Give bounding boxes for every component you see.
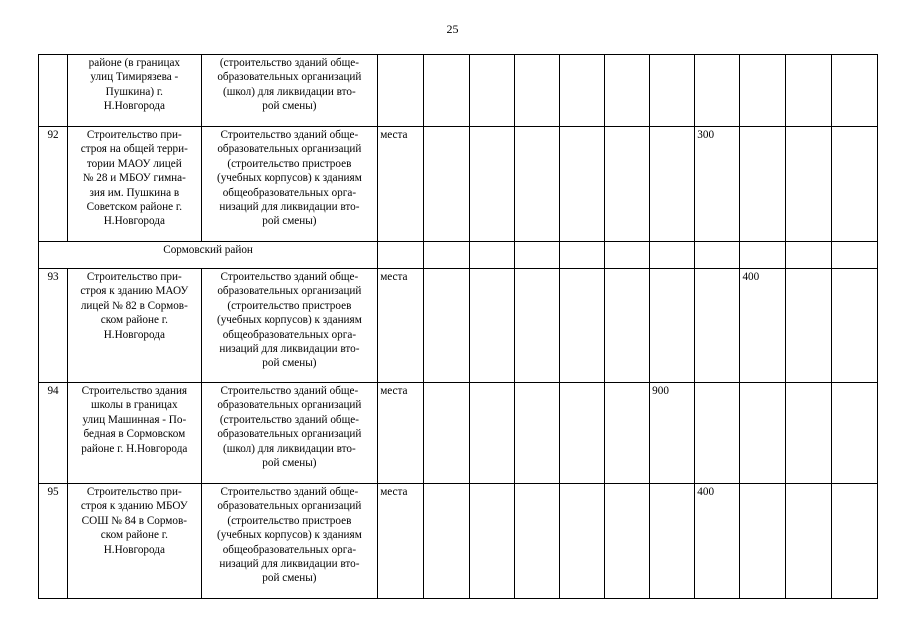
direction-cell xyxy=(201,383,378,484)
table-row xyxy=(39,383,878,484)
value-cell xyxy=(514,55,559,127)
text-line: ском районе г. xyxy=(100,529,168,542)
direction-cell xyxy=(201,127,378,242)
text-line: Н.Новгорода xyxy=(103,328,165,341)
value-cell xyxy=(831,484,877,599)
value-cell xyxy=(514,127,559,242)
value-cell xyxy=(740,127,785,242)
text-line: улиц Машинная - По- xyxy=(82,413,187,426)
text-line: Н.Новгорода xyxy=(103,215,165,228)
district-header: Сормовский район xyxy=(39,242,378,269)
value-cell xyxy=(469,383,514,484)
text-line: № 28 и МБОУ гимна- xyxy=(82,172,186,185)
text-line: строя к зданию МАОУ xyxy=(80,285,189,298)
text-line: тории МАОУ лицей xyxy=(86,157,182,170)
value-cell xyxy=(514,383,559,484)
text-line: Строительство зданий обще- xyxy=(220,486,359,498)
value-cell xyxy=(650,127,695,242)
value-cell xyxy=(831,383,877,484)
text-line: (строительство пристроев xyxy=(227,157,352,170)
value-cell xyxy=(604,383,649,484)
row-number-cell: 93 xyxy=(39,269,68,383)
text-line: рой смены) xyxy=(262,572,317,585)
row-number-cell xyxy=(39,55,68,127)
text-line: образовательных организаций xyxy=(217,399,362,412)
text-line: бедная в Сормовском xyxy=(83,428,186,441)
text-line: Строительство зданий обще- xyxy=(220,385,359,397)
text-line: Пушкина) г. xyxy=(105,85,163,98)
value-cell xyxy=(831,127,877,242)
unit-cell: места xyxy=(378,269,424,383)
value-cell xyxy=(469,484,514,599)
value-cell xyxy=(785,383,831,484)
text-line: (учебных корпусов) к зданиям xyxy=(216,314,362,327)
value-cell xyxy=(740,55,785,127)
value-cell xyxy=(695,269,740,383)
value-cell: 400 xyxy=(740,269,785,383)
text-line: Н.Новгорода xyxy=(103,100,165,113)
text-line: Строительство здания xyxy=(81,385,188,397)
value-cell xyxy=(514,269,559,383)
value-cell xyxy=(424,55,469,127)
text-line: Строительство зданий обще- xyxy=(220,271,359,283)
value-cell xyxy=(785,242,831,269)
unit-cell: места xyxy=(378,127,424,242)
unit-cell xyxy=(378,55,424,127)
value-cell: 400 xyxy=(695,484,740,599)
text-line: (строительство пристроев xyxy=(227,514,352,527)
text-line: строя на общей терри- xyxy=(80,143,188,156)
text-line: районе (в границах xyxy=(88,57,181,69)
value-cell xyxy=(650,55,695,127)
value-cell: 900 xyxy=(650,383,695,484)
value-cell xyxy=(604,127,649,242)
unit-cell: места xyxy=(378,484,424,599)
value-cell xyxy=(604,269,649,383)
table-row xyxy=(39,127,878,242)
text-line: рой смены) xyxy=(262,100,317,113)
value-cell xyxy=(559,55,604,127)
text-line: общеобразовательных орга- xyxy=(222,543,357,556)
value-cell xyxy=(785,269,831,383)
value-cell xyxy=(740,383,785,484)
text-line: рой смены) xyxy=(262,357,317,370)
value-cell xyxy=(559,484,604,599)
value-cell xyxy=(831,55,877,127)
value-cell xyxy=(785,484,831,599)
value-cell xyxy=(469,242,514,269)
text-line: лицей № 82 в Сормов- xyxy=(80,299,188,312)
text-line: (учебных корпусов) к зданиям xyxy=(216,529,362,542)
unit-cell: места xyxy=(378,383,424,484)
value-cell xyxy=(650,269,695,383)
text-line: низаций для ликвидации вто- xyxy=(219,201,360,214)
value-cell xyxy=(695,242,740,269)
text-line: (строительство зданий обще- xyxy=(219,57,359,69)
value-cell xyxy=(695,55,740,127)
text-line: строя к зданию МБОУ xyxy=(80,500,188,513)
text-line: (школ) для ликвидации вто- xyxy=(223,442,356,455)
value-cell xyxy=(650,484,695,599)
object-cell xyxy=(68,383,201,484)
text-line: образовательных организаций xyxy=(217,500,362,513)
text-line: общеобразовательных орга- xyxy=(222,186,357,199)
text-line: (строительство пристроев xyxy=(227,299,352,312)
text-line: Советском районе г. xyxy=(86,201,183,214)
text-line: низаций для ликвидации вто- xyxy=(219,558,360,571)
value-cell xyxy=(559,242,604,269)
text-line: Строительство при- xyxy=(86,129,182,141)
value-cell xyxy=(604,484,649,599)
text-line: низаций для ликвидации вто- xyxy=(219,343,360,356)
row-number-cell: 95 xyxy=(39,484,68,599)
text-line: Строительство зданий обще- xyxy=(220,129,359,141)
unit-cell xyxy=(378,242,424,269)
value-cell xyxy=(650,242,695,269)
value-cell xyxy=(514,484,559,599)
object-cell xyxy=(68,269,201,383)
district-row xyxy=(39,242,878,269)
text-line: общеобразовательных орга- xyxy=(222,328,357,341)
text-line: Н.Новгорода xyxy=(103,543,165,556)
value-cell xyxy=(469,127,514,242)
text-line: зия им. Пушкина в xyxy=(89,186,180,199)
value-cell xyxy=(424,269,469,383)
text-line: образовательных организаций xyxy=(217,285,362,298)
value-cell xyxy=(424,242,469,269)
value-cell xyxy=(424,484,469,599)
value-cell xyxy=(831,269,877,383)
direction-cell xyxy=(201,55,378,127)
text-line: Строительство при- xyxy=(86,271,182,283)
value-cell xyxy=(559,269,604,383)
direction-cell xyxy=(201,484,378,599)
value-cell xyxy=(604,55,649,127)
page-number: 25 xyxy=(446,22,459,36)
table-row xyxy=(39,484,878,599)
text-line: районе г. Н.Новгорода xyxy=(81,442,188,455)
value-cell xyxy=(785,127,831,242)
value-cell xyxy=(469,55,514,127)
value-cell xyxy=(424,127,469,242)
object-cell xyxy=(68,55,201,127)
text-line: (учебных корпусов) к зданиям xyxy=(216,172,362,185)
row-number-cell: 94 xyxy=(39,383,68,484)
text-line: школы в границах xyxy=(91,399,178,412)
text-line: рой смены) xyxy=(262,457,317,470)
text-line: СОШ № 84 в Сормов- xyxy=(81,514,187,527)
object-cell xyxy=(68,484,201,599)
text-line: ском районе г. xyxy=(100,314,168,327)
value-cell xyxy=(559,127,604,242)
program-table xyxy=(38,54,878,599)
table-row xyxy=(39,55,878,127)
text-line: рой смены) xyxy=(262,215,317,228)
value-cell xyxy=(740,484,785,599)
value-cell xyxy=(785,55,831,127)
text-line: (строительство зданий обще- xyxy=(219,413,359,426)
text-line: (школ) для ликвидации вто- xyxy=(223,85,356,98)
direction-cell xyxy=(201,269,378,383)
value-cell: 300 xyxy=(695,127,740,242)
text-line: Строительство при- xyxy=(86,486,182,498)
text-line: улиц Тимирязева - xyxy=(90,71,179,84)
table-row xyxy=(39,269,878,383)
value-cell xyxy=(831,242,877,269)
value-cell xyxy=(604,242,649,269)
value-cell xyxy=(424,383,469,484)
object-cell xyxy=(68,127,201,242)
value-cell xyxy=(695,383,740,484)
text-line: образовательных организаций xyxy=(217,143,362,156)
text-line: образовательных организаций xyxy=(217,71,362,84)
value-cell xyxy=(469,269,514,383)
text-line: образовательных организаций xyxy=(217,428,362,441)
row-number-cell: 92 xyxy=(39,127,68,242)
value-cell xyxy=(514,242,559,269)
value-cell xyxy=(559,383,604,484)
value-cell xyxy=(740,242,785,269)
